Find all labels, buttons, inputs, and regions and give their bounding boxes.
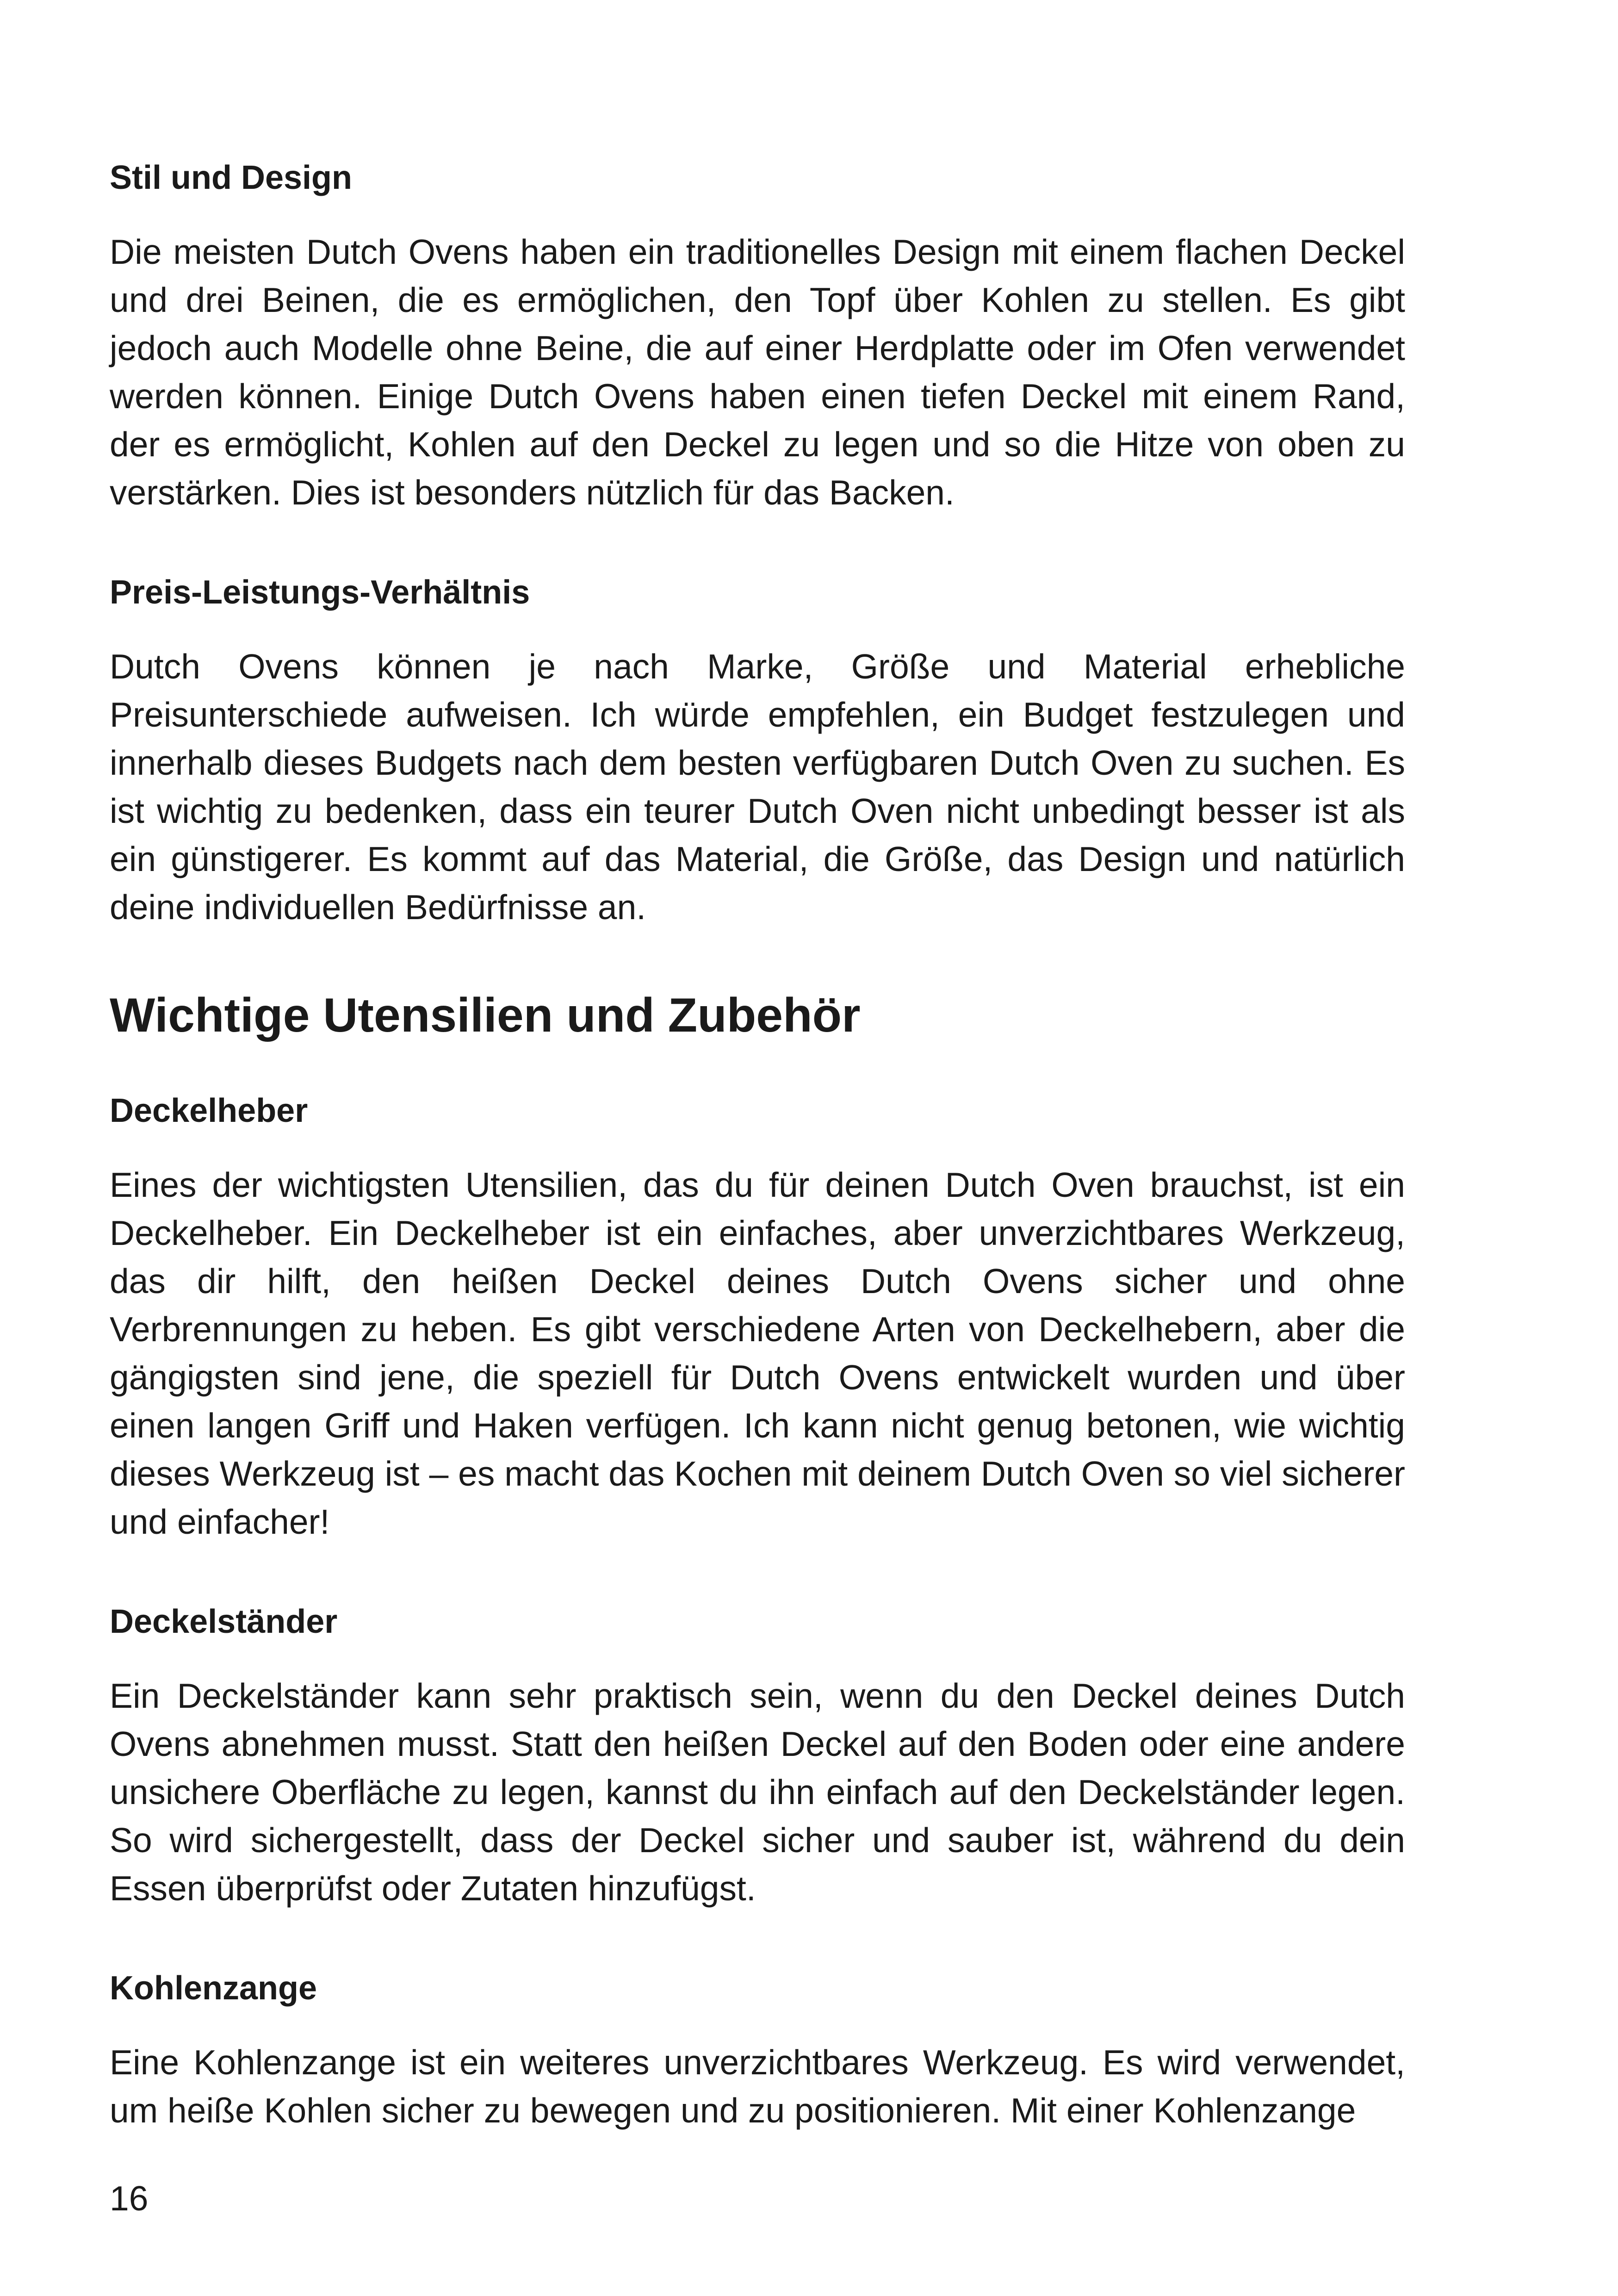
paragraph-deckelstaender: Ein Deckelständer kann sehr praktisch sein, wenn du den Deckel deines Dutch Ovens abnehmen musst. Statt den heißen Deckel auf den Boden oder eine andere unsichere Oberfläche zu legen, kannst du ihn einfach auf den Deckelständer legen. So wird sichergestellt, dass der Deckel sicher und sauber ist, während du dein Essen überprüfst oder Zutaten hinzufügst. <box>110 1676 1405 1908</box>
chapter-title: Wichtige Utensilien und Zubehör <box>110 989 861 1042</box>
page-content <box>110 157 1405 2134</box>
paragraph-preis-leistungs-verhaeltnis: Dutch Ovens können je nach Marke, Größe und Material erhebliche Preisunterschiede aufweisen. Ich würde empfehlen, ein Budget festzulegen und innerhalb dieses Budgets nach dem besten verfügbaren Dutch Oven zu suchen. Es ist wichtig zu bedenken, dass ein teurer Dutch Oven nicht unbedingt besser ist als ein günstigerer. Es kommt auf das Material, die Größe, das Design und natürlich deine individuellen Bedürfnisse an. <box>110 647 1405 927</box>
paragraph-deckelheber: Eines der wichtigsten Utensilien, das du für deinen Dutch Oven brauchst, ist ein Deckelheber. Ein Deckelheber ist ein einfaches, aber unverzichtbares Werkzeug, das dir hilft, den heißen Deckel deines Dutch Ovens sicher und ohne Verbrennungen zu heben. Es gibt verschiedene Arten von Deckelhebern, aber die gängigsten sind jene, die speziell für Dutch Ovens entwickelt wurden und über einen langen Griff und Haken verfügen. Ich kann nicht genug betonen, wie wichtig dieses Werkzeug ist – es macht das Kochen mit deinem Dutch Oven so viel sicherer und einfacher! <box>110 1165 1405 1541</box>
heading-kohlenzange: Kohlenzange <box>110 1970 317 2007</box>
heading-deckelstaender: Deckelständer <box>110 1603 338 1640</box>
heading-preis-leistungs-verhaeltnis: Preis-Leistungs-Verhältnis <box>110 574 530 611</box>
heading-deckelheber: Deckelheber <box>110 1092 308 1129</box>
paragraph-kohlenzange: Eine Kohlenzange ist ein weiteres unverzichtbares Werkzeug. Es wird verwendet, um heiße Kohlen sicher zu bewegen und zu positionieren. Mit einer Kohlenzange <box>110 2043 1405 2130</box>
heading-stil-und-design: Stil und Design <box>110 159 353 196</box>
page-number: 16 <box>110 2179 149 2218</box>
paragraph-stil-und-design: Die meisten Dutch Ovens haben ein traditionelles Design mit einem flachen Deckel und drei Beinen, die es ermöglichen, den Topf über Kohlen zu stellen. Es gibt jedoch auch Modelle ohne Beine, die auf einer Herdplatte oder im Ofen verwendet werden können. Einige Dutch Ovens haben einen tiefen Deckel mit einem Rand, der es ermöglicht, Kohlen auf den Deckel zu legen und so die Hitze von oben zu verstärken. Dies ist besonders nützlich für das Backen. <box>110 232 1405 512</box>
